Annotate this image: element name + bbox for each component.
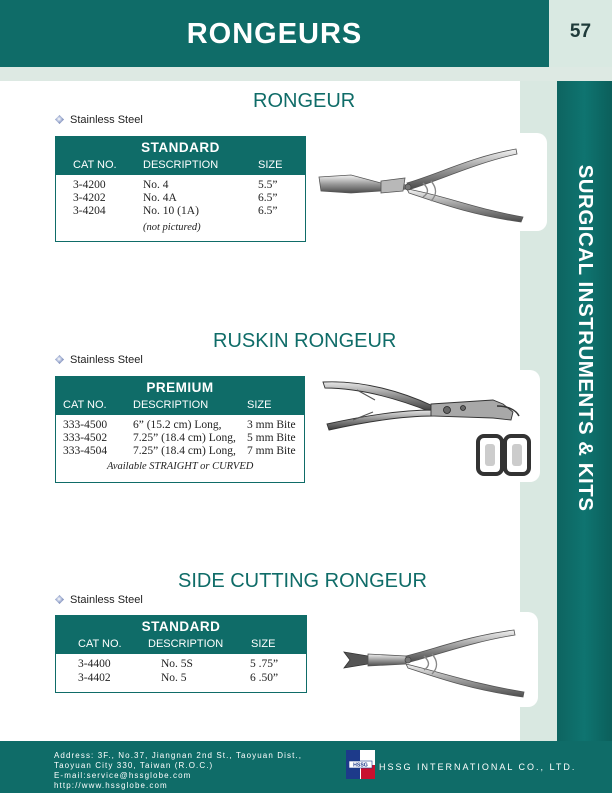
ruskin-rongeur-icon xyxy=(313,370,540,482)
column-header-description: DESCRIPTION xyxy=(143,159,219,171)
bullet-icon xyxy=(55,115,64,124)
cat-no-cell: 3-4200 xyxy=(73,179,106,191)
column-header-description: DESCRIPTION xyxy=(148,638,224,650)
table-note: (not pictured) xyxy=(143,222,201,233)
column-header-cat-no: CAT NO. xyxy=(78,638,122,650)
tier-label: PREMIUM xyxy=(146,380,214,395)
logo-text: HSSG xyxy=(353,762,368,769)
cat-no-cell: 333-4502 xyxy=(63,432,108,444)
material-text: Stainless Steel xyxy=(70,354,143,366)
rongeur-image xyxy=(311,133,547,231)
description-cell: No. 5 xyxy=(161,672,187,684)
cat-no-cell: 3-4402 xyxy=(78,672,111,684)
cat-no-cell: 3-4204 xyxy=(73,205,106,217)
cat-no-cell: 3-4400 xyxy=(78,658,111,670)
side-cutting-rongeur-icon xyxy=(328,612,538,707)
cat-no-cell: 3-4202 xyxy=(73,192,106,204)
description-cell: 7.25” (18.4 cm) Long, xyxy=(133,445,236,457)
column-header-description: DESCRIPTION xyxy=(133,399,209,411)
ruskin-rongeur-image xyxy=(313,370,540,482)
page-title: RONGEURS xyxy=(186,18,363,50)
website-text: http://www.hssglobe.com xyxy=(54,781,168,790)
section-title-ruskin-rongeur: RUSKIN RONGEUR xyxy=(213,330,397,352)
material-text: Stainless Steel xyxy=(70,114,143,126)
product-table-rongeur xyxy=(55,136,306,242)
size-cell: 5 .75” xyxy=(250,658,279,670)
column-header-size: SIZE xyxy=(251,638,276,650)
description-cell: 7.25” (18.4 cm) Long, xyxy=(133,432,236,444)
side-cutting-rongeur-image xyxy=(328,612,538,707)
description-cell: No. 10 (1A) xyxy=(143,205,199,217)
size-cell: 7 mm Bite xyxy=(247,445,296,457)
description-cell: 6” (15.2 cm) Long, xyxy=(133,419,222,431)
section-title-rongeur: RONGEUR xyxy=(253,90,356,112)
cat-no-cell: 333-4504 xyxy=(63,445,108,457)
logo-mark xyxy=(346,750,375,779)
column-header-cat-no: CAT NO. xyxy=(73,159,117,171)
company-name: HSSG INTERNATIONAL CO., LTD. xyxy=(379,762,577,772)
rongeur-icon xyxy=(311,133,547,231)
size-cell: 5.5” xyxy=(258,179,278,191)
cat-no-cell: 333-4500 xyxy=(63,419,108,431)
product-table-side-cutting-rongeur xyxy=(55,615,307,693)
product-table-ruskin-rongeur xyxy=(55,376,305,483)
tier-label: STANDARD xyxy=(141,140,220,155)
header-band xyxy=(0,67,612,81)
description-cell: No. 5S xyxy=(161,658,193,670)
material-label xyxy=(55,353,143,367)
email-text: E-mail:service@hssglobe.com xyxy=(54,771,192,780)
size-cell: 6 .50” xyxy=(250,672,279,684)
side-category-label: SURGICAL INSTRUMENTS & KITS xyxy=(574,164,597,512)
tier-label: STANDARD xyxy=(141,619,221,634)
description-cell: No. 4A xyxy=(143,192,177,204)
size-cell: 6.5” xyxy=(258,192,278,204)
material-text: Stainless Steel xyxy=(70,594,143,606)
address-line: Address: 3F., No.37, Jiangnan 2nd St., Taoyuan Dist., xyxy=(54,751,303,760)
page-number: 57 xyxy=(569,21,592,42)
material-label xyxy=(55,113,143,127)
bullet-icon xyxy=(55,355,64,364)
size-cell: 3 mm Bite xyxy=(247,419,296,431)
description-cell: No. 4 xyxy=(143,179,169,191)
size-cell: 5 mm Bite xyxy=(247,432,296,444)
column-header-size: SIZE xyxy=(247,399,272,411)
table-note: Available STRAIGHT or CURVED xyxy=(107,461,254,472)
address-line: Taoyuan City 330, Taiwan (R.O.C.) xyxy=(54,761,214,770)
bullet-icon xyxy=(55,595,64,604)
column-header-cat-no: CAT NO. xyxy=(63,399,107,411)
material-label xyxy=(55,593,143,607)
company-logo-icon xyxy=(346,750,375,779)
column-header-size: SIZE xyxy=(258,159,283,171)
size-cell: 6.5” xyxy=(258,205,278,217)
section-title-side-cutting-rongeur: SIDE CUTTING RONGEUR xyxy=(178,570,427,592)
